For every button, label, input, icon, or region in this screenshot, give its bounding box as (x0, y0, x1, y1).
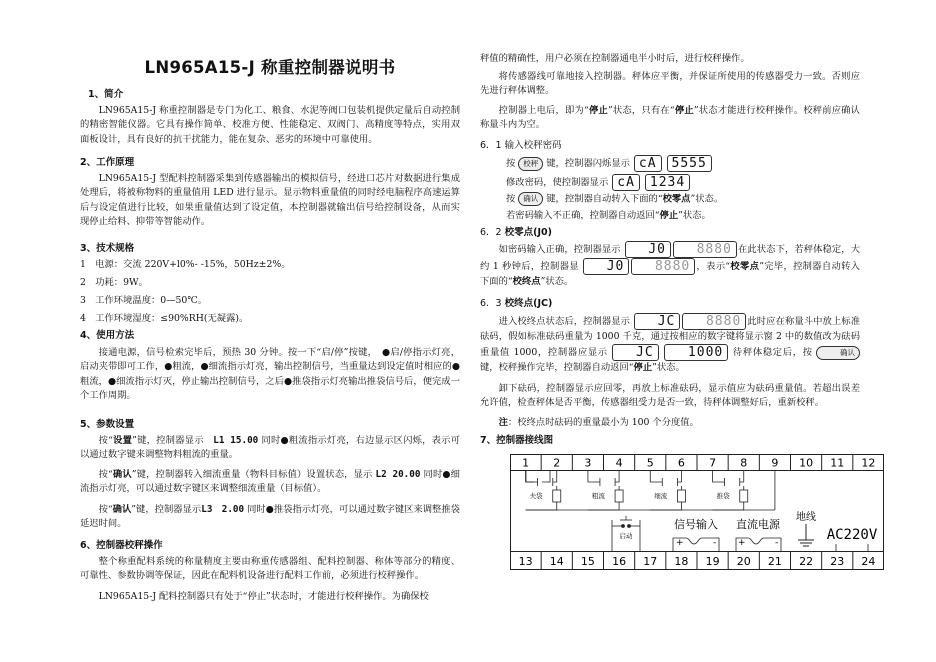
verify-text: 卸下砝码，控制器显示应回零，再放上标准砝码，显示值应为砝码重量值。若超出误差允许值，检查秤体是否平衡，传感器组受力是否一致，待秤体调整好后，重新校秤。 (480, 383, 860, 409)
calibration-para-2: 将传感器线可靠地接入控制器。秤体应平衡，并保证所使用的传感器受力一致。否则应先进行秤体调整。 (480, 71, 860, 97)
lcd-ca: cA (634, 155, 662, 172)
confirm-key-2[interactable]: 确认 (816, 346, 860, 360)
terminal-9: 9 (771, 456, 779, 470)
lcd-1000: 1000 (664, 344, 728, 361)
heading-6-1: 6．1 输入校秤密码 (480, 140, 562, 151)
section-7-title: 7、控制器接线图 (480, 435, 554, 446)
terminal-7: 7 (709, 456, 717, 470)
signal-input-label: 信号输入 (674, 518, 718, 531)
spec-item-3: 3 工作环境温度：0—50℃。 (80, 295, 208, 306)
terminal-2: 2 (553, 456, 561, 470)
relay-label: 推袋 (716, 492, 730, 500)
line-modify-password: 修改密码，使控制器显示 cA 1234 (506, 174, 886, 191)
start-label: 启动 (619, 532, 633, 540)
terminal-17: 17 (643, 555, 658, 568)
line-enter-password: 按 校秤 键，控制器闪烁显示 cA 5555 (506, 155, 886, 172)
lcd-1234: 1234 (645, 174, 690, 191)
section-1-title: 1、简介 (88, 89, 124, 100)
section-5-para-1: 按“设置”键，控制器显示 L1 15.00 同时●粗流指示灯亮，右边显示区闪烁，表示可以通过数字键来调整物料粗流的重量。 (80, 435, 460, 461)
relay-label: 夫袋 (529, 492, 543, 500)
lcd-ca-2: cA (612, 174, 640, 191)
lcd-jc-2: JC (612, 344, 658, 361)
lcd-8880-2: 8880 (631, 258, 695, 275)
lcd-j0: J0 (625, 241, 671, 258)
ac-power-label: AC220V (826, 527, 878, 543)
lcd-jc: JC (634, 313, 680, 330)
section-6-text-2: LN965A15-J 配料控制器只有处于“停止”状态时，才能进行校秤操作。为确保校 (98, 591, 429, 602)
lcd-j0-2: J0 (583, 258, 629, 275)
heading-6-3: 6．3 校终点(JC) (480, 298, 553, 309)
line-wrong-password: 若密码输入不正确，控制器自动返回“停止”状态。 (506, 210, 711, 221)
terminal-5: 5 (646, 456, 654, 470)
section-1-text: LN965A15-J 称重控制器是专门为化工、粮食、水泥等阀口包装机提供定量后自动控制的精密智能仪器。它具有操作简单、校准方便、性能稳定、双阀门、高精度等特点，实用双面板设计，具有良好的抗干扰能力，能在复杂、恶劣的环境中可靠使用。 (80, 105, 460, 145)
terminal-22: 22 (799, 555, 814, 568)
confirm-key[interactable]: 确认 (518, 192, 543, 206)
terminal-6: 6 (677, 456, 685, 470)
terminal-21: 21 (767, 555, 782, 568)
section-5-title: 5、参数设置 (80, 419, 135, 430)
calibration-para-1: 秤值的精确性，用户必须在控制器通电半小时后，进行校秤操作。 (480, 53, 750, 64)
terminal-8: 8 (740, 456, 748, 470)
terminal-3: 3 (584, 456, 592, 470)
signal-minus: - (713, 538, 717, 548)
section-6-text-1: 整个称重配料系统的称量精度主要由称重传感器组、配料控制器、称体等部分的精度、可靠性、参数协调等保证，因此在配料机设备进行配料工作前，必须进行校秤操作。 (80, 556, 460, 582)
zero-point-text: 如密码输入正确，控制器显示 J0 8880 在此状态下，若秤体稳定，大约 1 秒钟后，控制器显 J0 8880 ，表示“校零点”完毕，控制器自动转入下面的“校终点”状态。 (480, 242, 860, 287)
relay-label: 粗流 (591, 492, 605, 500)
terminal-24: 24 (861, 555, 876, 568)
lcd-8880-3: 8880 (682, 313, 746, 330)
terminal-14: 14 (549, 555, 564, 568)
dc-minus: - (775, 538, 779, 548)
section-4-text: 接通电源，信号检索完毕后，预热 30 分钟。按一下“启/停”按键， ●启/停指示灯亮，启动夹带即可工作，●粗流，●细流指示灯亮，输出控制信号，当重量达到设定值时相应的●粗流，●细流指示灯灭，停止输出控制信号，之后●推袋指示灯亮输出推袋信号后，便完成一个工作周期。 (80, 347, 460, 402)
terminal-19: 19 (705, 555, 720, 568)
terminal-23: 23 (830, 555, 845, 568)
section-2-text: LN965A15-J 型配料控制器采集到传感器输出的模拟信号，经进口芯片对数据进行集成处理后，将被称物料的重量值用 LED 进行显示。显示物料重量值的同时经电脑程序高速运算后与设定值进行比较，如果重量值达到了设定值，本控制器就输出信号给控制设备，从而实现停止给料、抑带等智能动作。 (80, 173, 460, 228)
terminal-20: 20 (736, 555, 751, 568)
dc-plus: + (738, 538, 746, 548)
section-2-title: 2、工作原理 (80, 157, 135, 168)
section-5-para-2: 按“确认”键，控制器转入细流重量（物料目标值）设置状态，显示 L2 20.00 同时●细流指示灯亮，可以通过数字键区来调整细流重量（目标值）。 (80, 469, 460, 495)
wiring-diagram (510, 454, 884, 570)
section-5-para-3: 按“确认”键，控制器显示L3 2.00 同时●推袋指示灯亮，可以通过数字键区来调整推袋延迟时间。 (80, 504, 460, 530)
spec-item-1: 1 电源：交流 220V+l0%- -15%，50Hz±2%。 (80, 259, 291, 270)
section-3-title: 3、技术规格 (80, 243, 135, 254)
spec-item-2: 2 功耗：9W。 (80, 277, 148, 288)
section-6-title: 6、控制器校秤操作 (80, 540, 163, 551)
note-text: 注：校终点时砝码的重量最小为 100 个分度值。 (498, 417, 699, 428)
calibration-para-3: 控制器上电后，即为“停止”状态，只有在“停止”状态才能进行校秤操作。校秤前应确认称量斗内为空。 (480, 105, 860, 131)
terminal-12: 12 (861, 456, 876, 470)
lcd-8880: 8880 (673, 241, 737, 258)
ground-label: 地线 (796, 512, 816, 523)
signal-plus: + (676, 538, 684, 548)
terminal-1: 1 (522, 456, 530, 470)
section-4-title: 4、使用方法 (80, 330, 135, 341)
bottom-terminals (519, 552, 876, 570)
line-confirm: 按 确认 键，控制器自动转入下面的“校零点”状态。 (506, 193, 724, 205)
spec-item-4: 4 工作环境湿度：≤90%RH(无凝露)。 (80, 313, 249, 324)
dc-power-label: 直流电源 (736, 518, 780, 531)
terminal-4: 4 (615, 456, 623, 470)
lcd-5555: 5555 (667, 155, 712, 172)
span-point-text: 进入校终点状态后，控制器显示 JC 8880 此时应在称量斗中放上标准砝码，假如标准砝码重量为 1000 千克，通过按相应的数字键将显示窗 2 中的数值改为砝码重量值 1000，控制器应显示 JC 1000 待秤体稳定后，按 确认键，校秤操作完毕，控制器自动返回“停止”状态。 (480, 314, 860, 374)
calibrate-key[interactable]: 校秤 (518, 157, 543, 171)
relay-label: 细流 (654, 492, 668, 500)
heading-6-2: 6．2 校零点(J0) (480, 227, 552, 238)
terminal-18: 18 (674, 555, 689, 568)
terminal-15: 15 (580, 555, 595, 568)
terminal-13: 13 (518, 555, 533, 568)
terminal-11: 11 (830, 456, 845, 470)
terminal-10: 10 (799, 456, 814, 470)
terminal-16: 16 (612, 555, 627, 568)
document-title: LN965A15-J 称重控制器说明书 (144, 58, 396, 77)
